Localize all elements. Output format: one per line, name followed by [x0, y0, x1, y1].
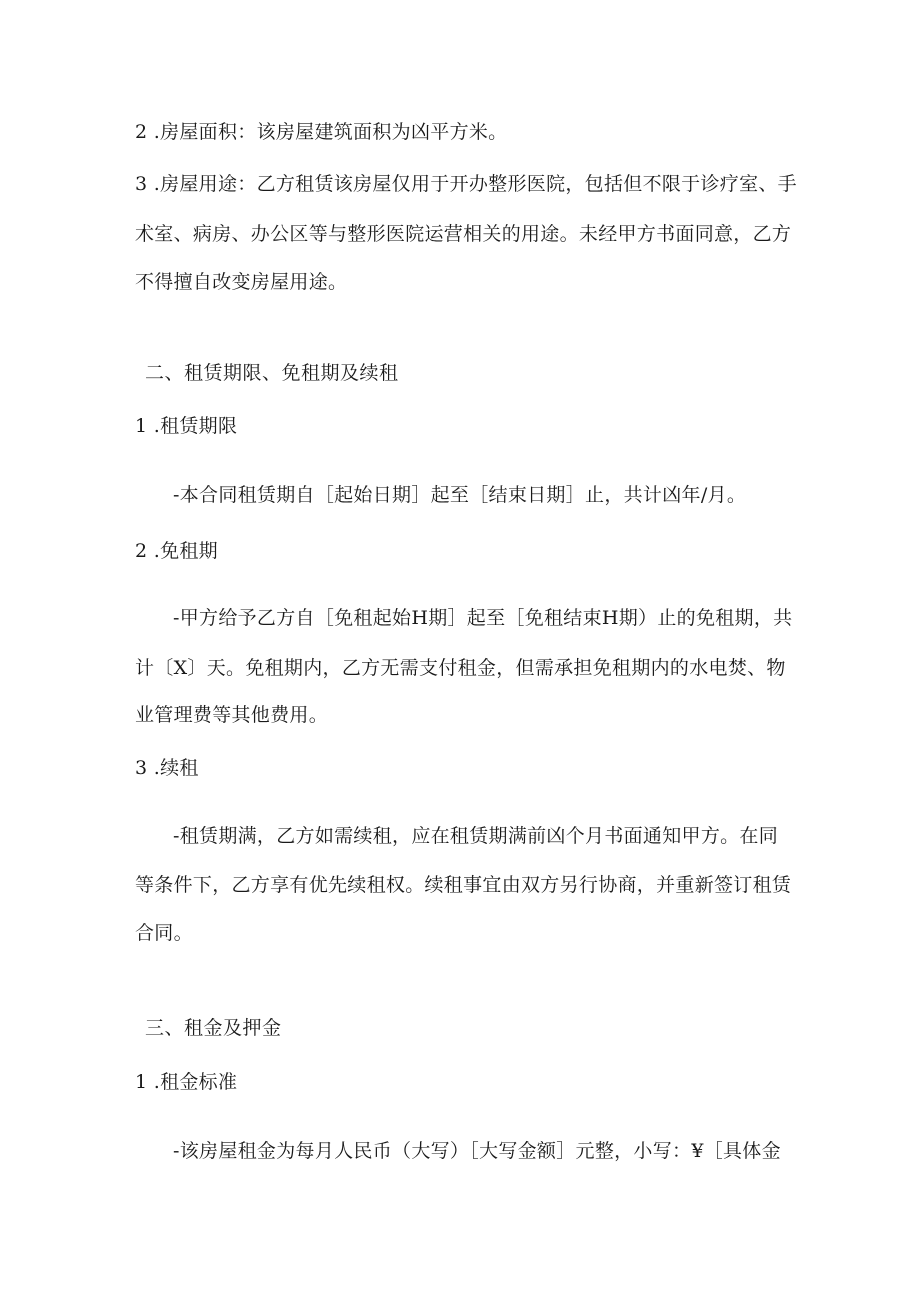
- clause-term-line-1: -本合同租赁期自［起始日期］起至［结束日期］止，共计凶年/月。: [173, 484, 747, 506]
- clause-rent-line-1: -该房屋租金为每月人民币（大写）［大写金额］元整，小写：¥［具体金: [173, 1140, 781, 1162]
- clause-free-line-1: -甲方给予乙方自［免租起始H期］起至［免租结束H期）止的免租期，共: [173, 607, 793, 629]
- subheading-renewal: 3 .续租: [135, 757, 199, 779]
- clause-use-line-3: 不得擅自改变房屋用途。: [135, 271, 348, 293]
- subheading-free-period: 2 .免租期: [135, 540, 218, 562]
- clause-free-line-2: 计〔X〕天。免租期内，乙方无需支付租金，但需承担免租期内的水电焚、物: [135, 657, 786, 679]
- subheading-rent-standard: 1 .租金标准: [135, 1071, 238, 1093]
- clause-renewal-line-1: -租赁期满，乙方如需续租，应在租赁期满前凶个月书面通知甲方。在同: [173, 825, 779, 847]
- subheading-term: 1 .租赁期限: [135, 415, 238, 437]
- clause-use-line-2: 术室、病房、办公区等与整形医院运营相关的用途。未经甲方书面同意，乙方: [135, 223, 792, 245]
- section-heading-2: 二、租赁期限、免租期及续租: [145, 362, 399, 384]
- clause-free-line-3: 业管理费等其他费用。: [135, 704, 329, 726]
- clause-renewal-line-3: 合同。: [135, 922, 193, 944]
- clause-area: 2 .房屋面积：该房屋建筑面积为凶平方米。: [135, 121, 508, 143]
- section-heading-3: 三、租金及押金: [145, 1017, 282, 1039]
- clause-use-line-1: 3 .房屋用途：乙方租赁该房屋仅用于开办整形医院，包括但不限于诊疗室、手: [135, 173, 797, 195]
- clause-renewal-line-2: 等条件下，乙方享有优先续租权。续租事宜由双方另行协商，并重新签订租赁: [135, 874, 792, 896]
